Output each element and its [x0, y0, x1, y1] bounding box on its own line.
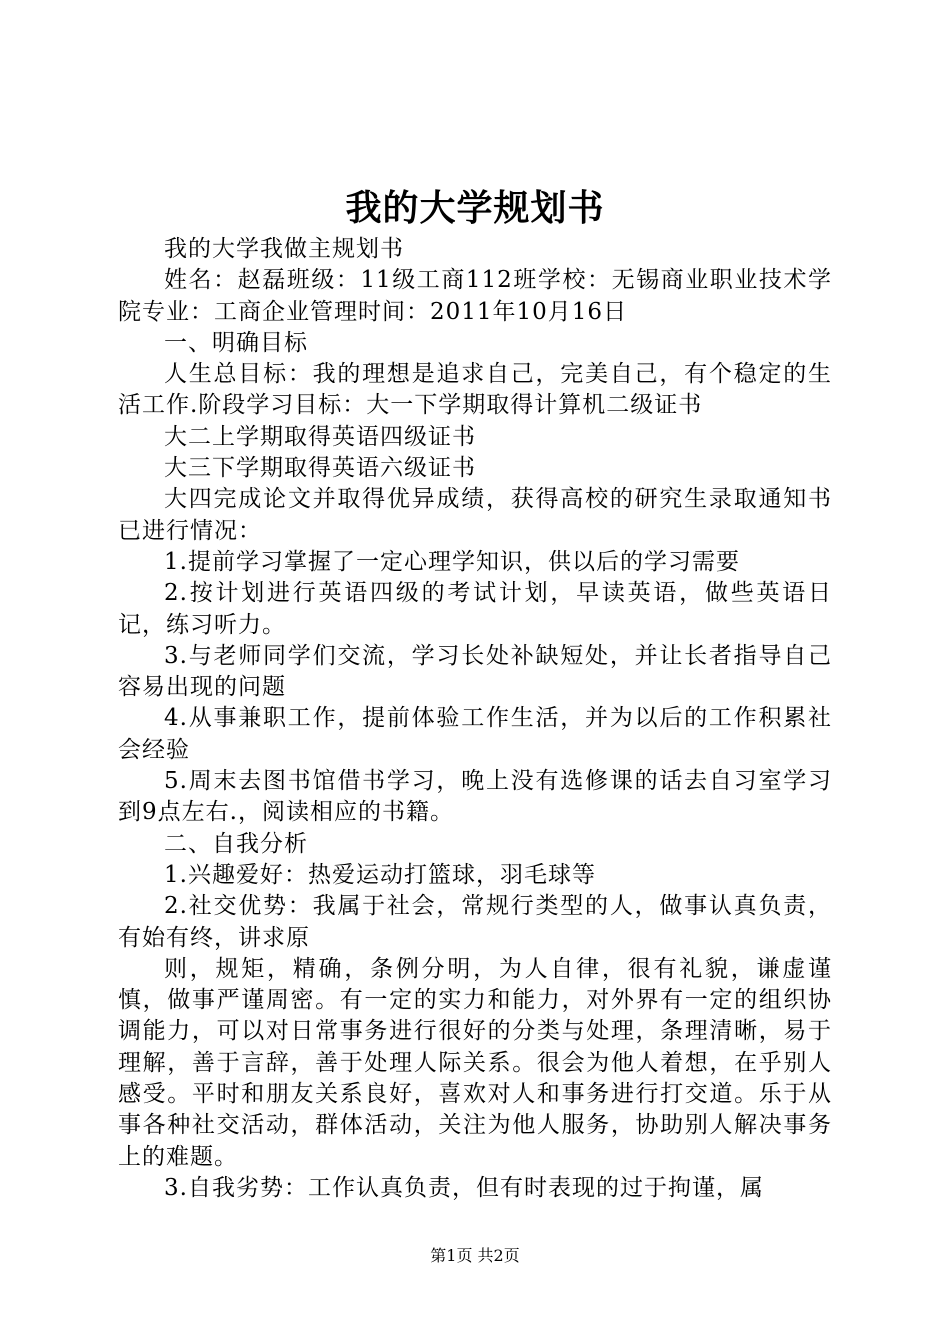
- paragraph-personal-info: 姓名：赵磊班级：11级工商112班学校：无锡商业职业技术学院专业：工商企业管理时间：2011年10月16日: [118, 267, 832, 325]
- list-item-progress-2: 2.按计划进行英语四级的考试计划，早读英语，做些英语日记，练习听力。: [118, 580, 832, 638]
- list-item-progress-5: 5.周末去图书馆借书学习，晚上没有选修课的话去自习室学习到9点左右.，阅读相应的书籍。: [118, 768, 832, 826]
- list-item-progress-4: 4.从事兼职工作，提前体验工作生活，并为以后的工作积累社会经验: [118, 705, 832, 763]
- section-heading-goals: 一、明确目标: [164, 329, 308, 356]
- paragraph-social-strengths-cont: 则，规矩，精确，条例分明，为人自律，很有礼貌，谦虚谨慎，做事严谨周密。有一定的实力和能力，对外界有一定的组织协调能力，可以对日常事务进行很好的分类与处理，条理清晰，易于理解，善于言辞，善于处理人际关系。很会为他人着想，在乎别人感受。平时和朋友关系良好，喜欢对人和事务进行打交道。乐于从事各种社交活动，群体活动，关注为他人服务，协助别人解决事务上的难题。: [118, 955, 832, 1170]
- document-body: [118, 234, 832, 1204]
- list-item-social-strengths: 2.社交优势：我属于社会，常规行类型的人，做事认真负责，有始有终，讲求原: [118, 893, 832, 951]
- paragraph-subtitle: 我的大学我做主规划书: [164, 236, 404, 262]
- document-title: 我的大学规划书: [345, 187, 605, 229]
- paragraph-goal-year3: 大三下学期取得英语六级证书: [164, 455, 476, 482]
- paragraph-goal-year2: 大二上学期取得英语四级证书: [164, 423, 476, 450]
- section-heading-self-analysis: 二、自我分析: [164, 830, 308, 857]
- list-item-progress-3: 3.与老师同学们交流，学习长处补缺短处，并让长者指导自己容易出现的问题: [118, 642, 832, 701]
- list-item-progress-1: 1.提前学习掌握了一定心理学知识，供以后的学习需要: [164, 548, 740, 575]
- paragraph-life-goal: 人生总目标：我的理想是追求自己，完美自己，有个稳定的生活工作.阶段学习目标：大一下学期取得计算机二级证书: [118, 361, 832, 419]
- paragraph-goal-year4: 大四完成论文并取得优异成绩，获得高校的研究生录取通知书已进行情况：: [118, 486, 832, 544]
- page-footer: 第1页 共2页: [430, 1246, 520, 1265]
- list-item-interests: 1.兴趣爱好：热爱运动打篮球，羽毛球等: [164, 861, 596, 888]
- list-item-weaknesses: 3.自我劣势：工作认真负责，但有时表现的过于拘谨，属: [164, 1174, 764, 1201]
